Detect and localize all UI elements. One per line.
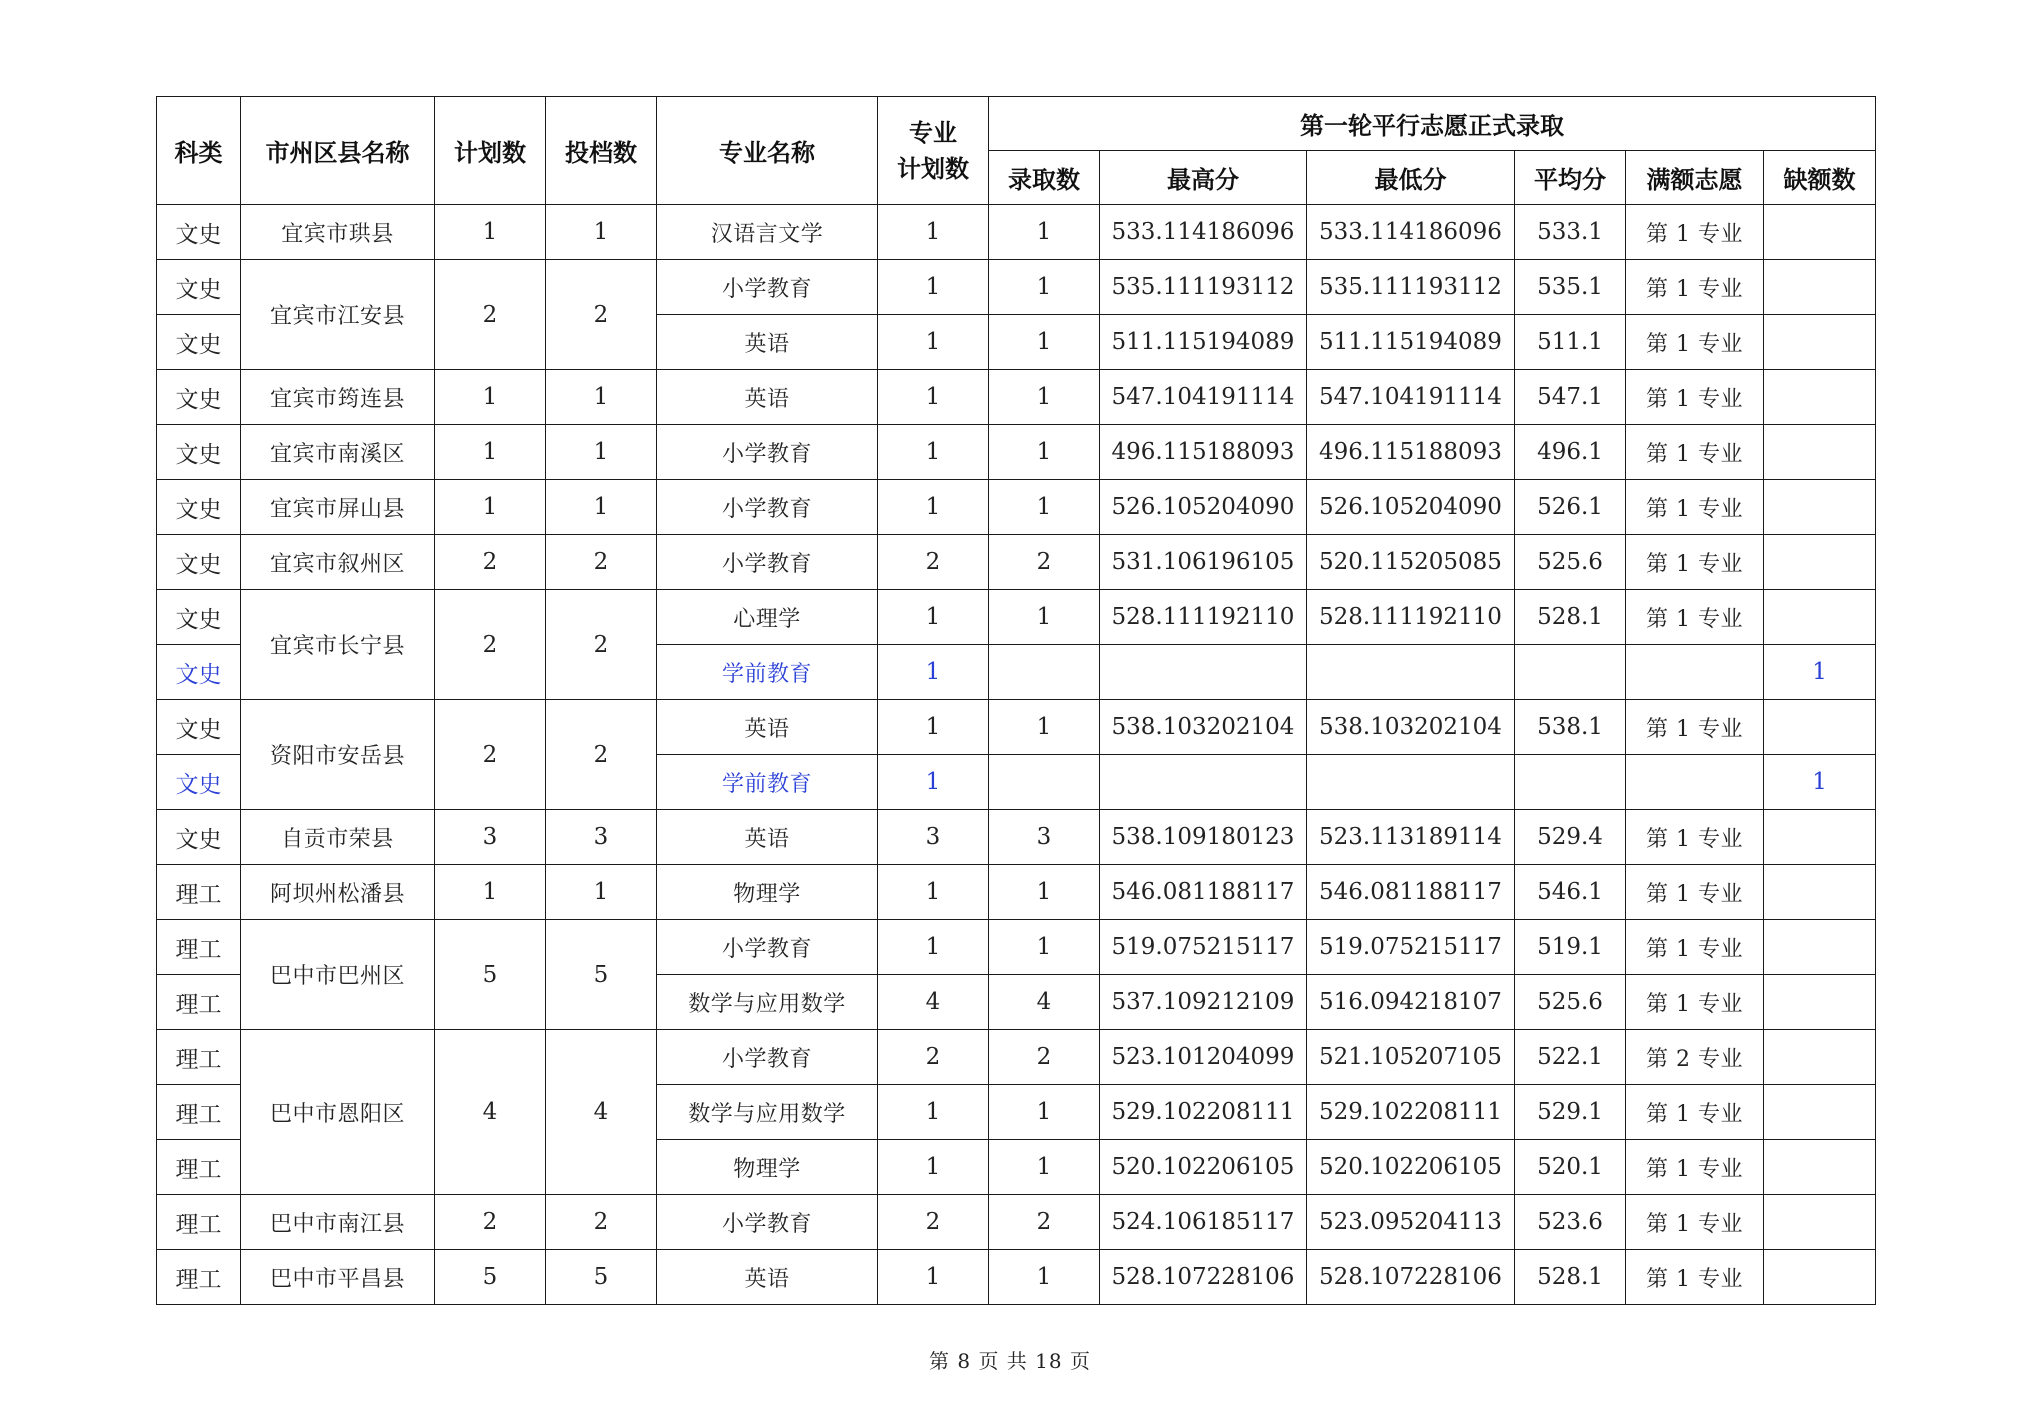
cell-category: 文史: [157, 590, 241, 645]
cell-avg-score: 529.1: [1515, 1085, 1626, 1140]
cell-major: 汉语言文学: [657, 205, 878, 260]
cell-min-score: 535.111193112: [1307, 260, 1515, 315]
cell-avg-score: 533.1: [1515, 205, 1626, 260]
cell-max-score: 528.107228106: [1100, 1250, 1307, 1305]
cell-full-choice: 第 1 专业: [1626, 370, 1764, 425]
cell-shortfall: [1764, 865, 1876, 920]
cell-avg-score: [1515, 645, 1626, 700]
cell-category: 理工: [157, 1140, 241, 1195]
table-row: [157, 865, 1876, 920]
cell-max-score: 519.075215117: [1100, 920, 1307, 975]
cell-region: 宜宾市长宁县: [241, 590, 435, 700]
cell-major: 数学与应用数学: [657, 975, 878, 1030]
cell-min-score: 519.075215117: [1307, 920, 1515, 975]
header-full-choice: 满额志愿: [1626, 151, 1764, 205]
cell-min-score: 520.115205085: [1307, 535, 1515, 590]
cell-major-plan: 2: [878, 535, 989, 590]
cell-full-choice: 第 1 专业: [1626, 810, 1764, 865]
header-shortfall: 缺额数: [1764, 151, 1876, 205]
cell-category: 文史: [157, 205, 241, 260]
cell-filed: 2: [546, 535, 657, 590]
cell-min-score: 526.105204090: [1307, 480, 1515, 535]
cell-min-score: [1307, 755, 1515, 810]
cell-filed: 1: [546, 425, 657, 480]
cell-major-plan: 1: [878, 755, 989, 810]
table-row: [157, 425, 1876, 480]
cell-max-score: 533.114186096: [1100, 205, 1307, 260]
cell-admitted: 1: [989, 700, 1100, 755]
cell-admitted: 1: [989, 1085, 1100, 1140]
cell-category: 文史: [157, 425, 241, 480]
cell-full-choice: 第 1 专业: [1626, 1085, 1764, 1140]
cell-avg-score: 538.1: [1515, 700, 1626, 755]
cell-admitted: 2: [989, 1195, 1100, 1250]
cell-category: 文史: [157, 480, 241, 535]
cell-full-choice: 第 1 专业: [1626, 535, 1764, 590]
cell-shortfall: [1764, 1250, 1876, 1305]
cell-max-score: 496.115188093: [1100, 425, 1307, 480]
cell-admitted: 1: [989, 480, 1100, 535]
admission-table: [156, 96, 1876, 1305]
cell-min-score: 529.102208111: [1307, 1085, 1515, 1140]
cell-avg-score: 525.6: [1515, 975, 1626, 1030]
cell-major-plan: 1: [878, 645, 989, 700]
cell-avg-score: 496.1: [1515, 425, 1626, 480]
cell-category: 文史: [157, 700, 241, 755]
cell-major-plan: 1: [878, 480, 989, 535]
table-row: [157, 205, 1876, 260]
header-avg-score: 平均分: [1515, 151, 1626, 205]
cell-region: 巴中市平昌县: [241, 1250, 435, 1305]
cell-admitted: 4: [989, 975, 1100, 1030]
cell-full-choice: 第 1 专业: [1626, 920, 1764, 975]
table-row: [157, 920, 1876, 975]
cell-avg-score: 546.1: [1515, 865, 1626, 920]
cell-region: 巴中市恩阳区: [241, 1030, 435, 1195]
table-row: [157, 1195, 1876, 1250]
header-plan: 计划数: [435, 97, 546, 205]
cell-plan: 4: [435, 1030, 546, 1195]
cell-admitted: 2: [989, 1030, 1100, 1085]
cell-shortfall: [1764, 810, 1876, 865]
cell-min-score: 523.095204113: [1307, 1195, 1515, 1250]
cell-full-choice: 第 1 专业: [1626, 590, 1764, 645]
cell-major-plan: 2: [878, 1195, 989, 1250]
cell-admitted: 1: [989, 590, 1100, 645]
cell-region: 阿坝州松潘县: [241, 865, 435, 920]
cell-avg-score: 529.4: [1515, 810, 1626, 865]
cell-filed: 1: [546, 480, 657, 535]
cell-avg-score: 535.1: [1515, 260, 1626, 315]
cell-category: 理工: [157, 920, 241, 975]
cell-shortfall: [1764, 315, 1876, 370]
cell-full-choice: [1626, 645, 1764, 700]
cell-category: 理工: [157, 1030, 241, 1085]
header-region: 市州区县名称: [241, 97, 435, 205]
cell-max-score: 531.106196105: [1100, 535, 1307, 590]
cell-region: 巴中市南江县: [241, 1195, 435, 1250]
cell-shortfall: 1: [1764, 755, 1876, 810]
header-major-plan: [878, 97, 989, 205]
cell-avg-score: [1515, 755, 1626, 810]
cell-shortfall: [1764, 205, 1876, 260]
header-max-score: 最高分: [1100, 151, 1307, 205]
cell-major: 小学教育: [657, 425, 878, 480]
cell-admitted: 1: [989, 370, 1100, 425]
cell-shortfall: [1764, 480, 1876, 535]
cell-admitted: 1: [989, 1140, 1100, 1195]
cell-max-score: 511.115194089: [1100, 315, 1307, 370]
table-row: [157, 480, 1876, 535]
cell-category: 文史: [157, 535, 241, 590]
cell-plan: 3: [435, 810, 546, 865]
cell-region: 巴中市巴州区: [241, 920, 435, 1030]
cell-major: 数学与应用数学: [657, 1085, 878, 1140]
cell-category: 理工: [157, 1195, 241, 1250]
cell-filed: 2: [546, 260, 657, 370]
cell-full-choice: 第 1 专业: [1626, 205, 1764, 260]
cell-avg-score: 547.1: [1515, 370, 1626, 425]
cell-min-score: 538.103202104: [1307, 700, 1515, 755]
cell-filed: 1: [546, 370, 657, 425]
cell-filed: 2: [546, 590, 657, 700]
cell-shortfall: [1764, 700, 1876, 755]
cell-plan: 2: [435, 1195, 546, 1250]
cell-major-plan: 1: [878, 865, 989, 920]
header-category: 科类: [157, 97, 241, 205]
header-min-score: 最低分: [1307, 151, 1515, 205]
cell-admitted: 1: [989, 315, 1100, 370]
cell-major-plan: 1: [878, 205, 989, 260]
cell-shortfall: [1764, 1140, 1876, 1195]
cell-major-plan: 1: [878, 590, 989, 645]
cell-min-score: 516.094218107: [1307, 975, 1515, 1030]
cell-filed: 5: [546, 1250, 657, 1305]
cell-shortfall: [1764, 1030, 1876, 1085]
cell-major-plan: 1: [878, 370, 989, 425]
cell-plan: 2: [435, 260, 546, 370]
cell-max-score: 529.102208111: [1100, 1085, 1307, 1140]
cell-major: 小学教育: [657, 1195, 878, 1250]
cell-full-choice: 第 2 专业: [1626, 1030, 1764, 1085]
cell-max-score: 528.111192110: [1100, 590, 1307, 645]
cell-major: 物理学: [657, 1140, 878, 1195]
cell-admitted: [989, 755, 1100, 810]
cell-full-choice: 第 1 专业: [1626, 480, 1764, 535]
cell-category: 文史: [157, 810, 241, 865]
cell-min-score: 520.102206105: [1307, 1140, 1515, 1195]
cell-admitted: 2: [989, 535, 1100, 590]
cell-max-score: 538.109180123: [1100, 810, 1307, 865]
cell-filed: 5: [546, 920, 657, 1030]
cell-plan: 2: [435, 590, 546, 700]
cell-full-choice: 第 1 专业: [1626, 975, 1764, 1030]
cell-plan: 5: [435, 920, 546, 1030]
cell-full-choice: 第 1 专业: [1626, 425, 1764, 480]
table-body: [157, 205, 1876, 1305]
cell-major-plan: 1: [878, 315, 989, 370]
header-major-plan-line1: 专业: [909, 118, 957, 147]
cell-avg-score: 528.1: [1515, 590, 1626, 645]
cell-category: 文史: [157, 260, 241, 315]
cell-shortfall: [1764, 1085, 1876, 1140]
cell-min-score: 496.115188093: [1307, 425, 1515, 480]
cell-filed: 1: [546, 865, 657, 920]
cell-category: 理工: [157, 1085, 241, 1140]
cell-avg-score: 522.1: [1515, 1030, 1626, 1085]
cell-major: 英语: [657, 810, 878, 865]
cell-major: 小学教育: [657, 1030, 878, 1085]
cell-min-score: 533.114186096: [1307, 205, 1515, 260]
cell-category: 文史: [157, 645, 241, 700]
cell-full-choice: 第 1 专业: [1626, 865, 1764, 920]
cell-shortfall: [1764, 920, 1876, 975]
header-major-plan-line2: 计划数: [897, 154, 969, 183]
cell-max-score: 520.102206105: [1100, 1140, 1307, 1195]
cell-plan: 1: [435, 480, 546, 535]
page-footer: 第 8 页 共 18 页: [929, 1349, 1091, 1373]
cell-category: 理工: [157, 865, 241, 920]
cell-avg-score: 523.6: [1515, 1195, 1626, 1250]
cell-major: 英语: [657, 370, 878, 425]
table-row: [157, 260, 1876, 315]
cell-admitted: 1: [989, 260, 1100, 315]
cell-category: 理工: [157, 1250, 241, 1305]
table-row: [157, 535, 1876, 590]
cell-region: 宜宾市江安县: [241, 260, 435, 370]
cell-admitted: 3: [989, 810, 1100, 865]
cell-max-score: 547.104191114: [1100, 370, 1307, 425]
cell-full-choice: 第 1 专业: [1626, 260, 1764, 315]
header-admitted: 录取数: [989, 151, 1100, 205]
cell-full-choice: [1626, 755, 1764, 810]
cell-full-choice: 第 1 专业: [1626, 700, 1764, 755]
cell-plan: 2: [435, 535, 546, 590]
cell-full-choice: 第 1 专业: [1626, 1195, 1764, 1250]
cell-major-plan: 2: [878, 1030, 989, 1085]
cell-shortfall: [1764, 590, 1876, 645]
cell-major: 小学教育: [657, 260, 878, 315]
cell-shortfall: [1764, 370, 1876, 425]
cell-major: 英语: [657, 700, 878, 755]
cell-category: 文史: [157, 315, 241, 370]
cell-max-score: 537.109212109: [1100, 975, 1307, 1030]
cell-max-score: 526.105204090: [1100, 480, 1307, 535]
cell-region: 宜宾市叙州区: [241, 535, 435, 590]
cell-region: 宜宾市筠连县: [241, 370, 435, 425]
cell-region: 宜宾市南溪区: [241, 425, 435, 480]
cell-major-plan: 1: [878, 260, 989, 315]
cell-major: 学前教育: [657, 755, 878, 810]
table-row: [157, 590, 1876, 645]
cell-shortfall: [1764, 425, 1876, 480]
cell-plan: 1: [435, 865, 546, 920]
header-major: 专业名称: [657, 97, 878, 205]
cell-min-score: 521.105207105: [1307, 1030, 1515, 1085]
cell-major: 英语: [657, 315, 878, 370]
cell-region: 资阳市安岳县: [241, 700, 435, 810]
table-row: [157, 700, 1876, 755]
cell-max-score: [1100, 755, 1307, 810]
cell-region: 宜宾市珙县: [241, 205, 435, 260]
cell-avg-score: 511.1: [1515, 315, 1626, 370]
cell-shortfall: [1764, 535, 1876, 590]
cell-full-choice: 第 1 专业: [1626, 1250, 1764, 1305]
cell-avg-score: 519.1: [1515, 920, 1626, 975]
cell-min-score: 511.115194089: [1307, 315, 1515, 370]
table-row: [157, 810, 1876, 865]
cell-filed: 4: [546, 1030, 657, 1195]
cell-plan: 2: [435, 700, 546, 810]
cell-major: 心理学: [657, 590, 878, 645]
cell-min-score: 523.113189114: [1307, 810, 1515, 865]
cell-admitted: 1: [989, 205, 1100, 260]
cell-major-plan: 3: [878, 810, 989, 865]
cell-avg-score: 528.1: [1515, 1250, 1626, 1305]
header-round-title: 第一轮平行志愿正式录取: [989, 97, 1876, 151]
cell-full-choice: 第 1 专业: [1626, 315, 1764, 370]
cell-major: 小学教育: [657, 920, 878, 975]
cell-filed: 3: [546, 810, 657, 865]
header-filed: 投档数: [546, 97, 657, 205]
table-header: [157, 97, 1876, 205]
cell-major: 小学教育: [657, 480, 878, 535]
cell-max-score: 538.103202104: [1100, 700, 1307, 755]
cell-avg-score: 525.6: [1515, 535, 1626, 590]
cell-major: 物理学: [657, 865, 878, 920]
cell-min-score: 546.081188117: [1307, 865, 1515, 920]
cell-min-score: 528.107228106: [1307, 1250, 1515, 1305]
cell-admitted: 1: [989, 1250, 1100, 1305]
cell-avg-score: 520.1: [1515, 1140, 1626, 1195]
cell-min-score: [1307, 645, 1515, 700]
cell-region: 自贡市荣县: [241, 810, 435, 865]
cell-shortfall: [1764, 975, 1876, 1030]
cell-shortfall: 1: [1764, 645, 1876, 700]
cell-category: 文史: [157, 370, 241, 425]
cell-shortfall: [1764, 1195, 1876, 1250]
cell-shortfall: [1764, 260, 1876, 315]
cell-max-score: 546.081188117: [1100, 865, 1307, 920]
cell-admitted: [989, 645, 1100, 700]
table-row: [157, 1250, 1876, 1305]
cell-plan: 1: [435, 425, 546, 480]
cell-major-plan: 1: [878, 700, 989, 755]
table-row: [157, 370, 1876, 425]
cell-full-choice: 第 1 专业: [1626, 1140, 1764, 1195]
cell-plan: 1: [435, 370, 546, 425]
cell-admitted: 1: [989, 425, 1100, 480]
table-row: [157, 1030, 1876, 1085]
cell-major-plan: 1: [878, 1250, 989, 1305]
cell-category: 理工: [157, 975, 241, 1030]
cell-category: 文史: [157, 755, 241, 810]
cell-major-plan: 1: [878, 1085, 989, 1140]
cell-region: 宜宾市屏山县: [241, 480, 435, 535]
cell-plan: 1: [435, 205, 546, 260]
cell-major: 学前教育: [657, 645, 878, 700]
cell-min-score: 547.104191114: [1307, 370, 1515, 425]
cell-admitted: 1: [989, 865, 1100, 920]
cell-plan: 5: [435, 1250, 546, 1305]
cell-max-score: [1100, 645, 1307, 700]
cell-filed: 2: [546, 700, 657, 810]
cell-major: 英语: [657, 1250, 878, 1305]
cell-major-plan: 1: [878, 1140, 989, 1195]
cell-filed: 2: [546, 1195, 657, 1250]
cell-max-score: 523.101204099: [1100, 1030, 1307, 1085]
cell-filed: 1: [546, 205, 657, 260]
cell-min-score: 528.111192110: [1307, 590, 1515, 645]
cell-max-score: 524.106185117: [1100, 1195, 1307, 1250]
cell-avg-score: 526.1: [1515, 480, 1626, 535]
cell-major-plan: 4: [878, 975, 989, 1030]
cell-major: 小学教育: [657, 535, 878, 590]
cell-max-score: 535.111193112: [1100, 260, 1307, 315]
cell-admitted: 1: [989, 920, 1100, 975]
cell-major-plan: 1: [878, 425, 989, 480]
cell-major-plan: 1: [878, 920, 989, 975]
